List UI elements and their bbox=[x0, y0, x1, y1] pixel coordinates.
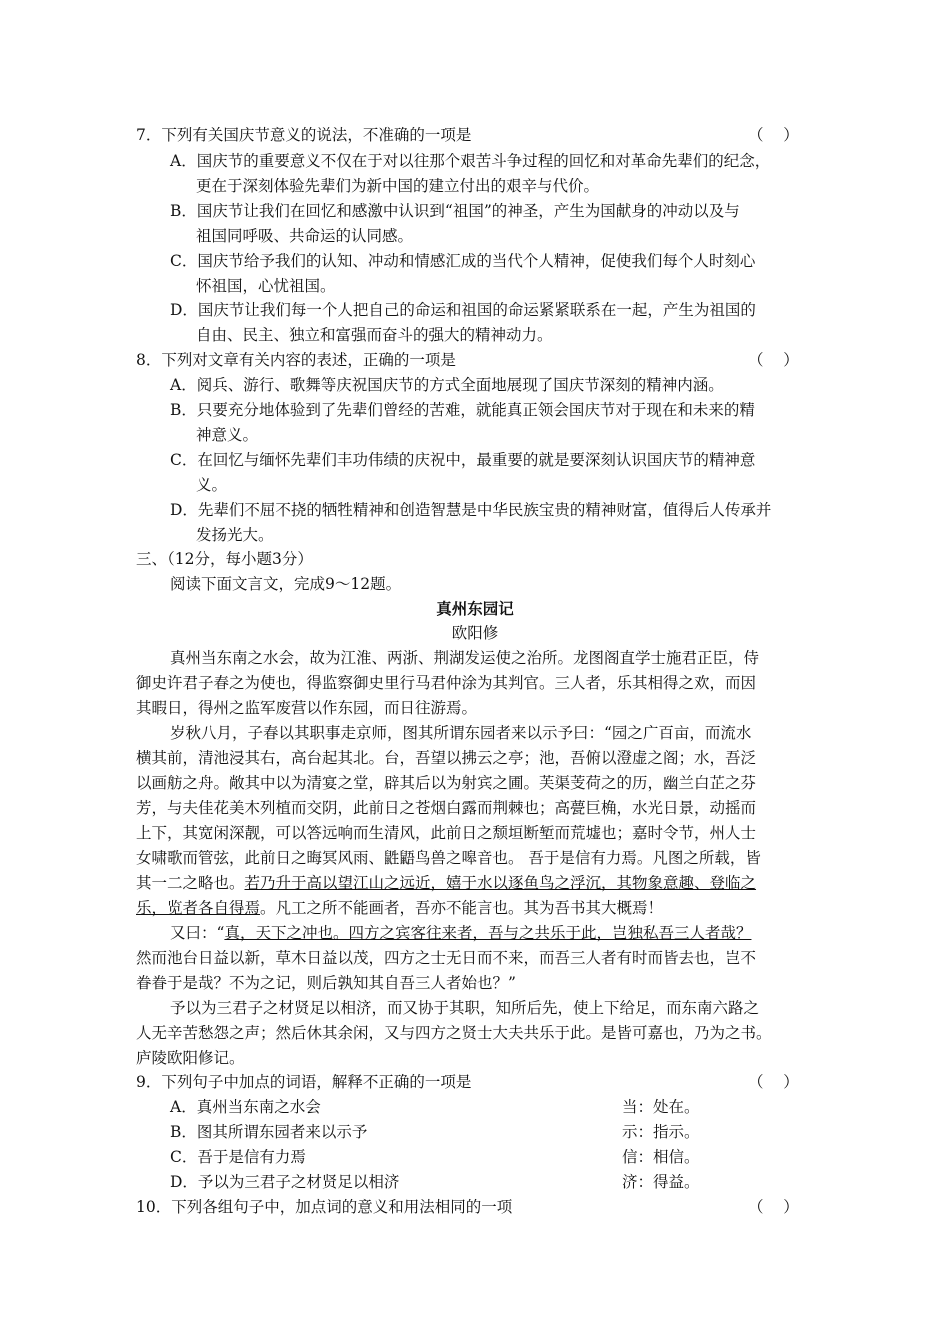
q7-option-b: B．国庆节让我们在回忆和感激中认识到“祖国”的神圣，产生为国献身的冲动以及与 bbox=[170, 202, 740, 220]
q8-answer-paren: （ ） bbox=[748, 351, 799, 369]
q9-stem: 9．下列句子中加点的词语，解释不正确的一项是 bbox=[136, 1073, 472, 1091]
underlined-sentence: 真，天下之冲也。四方之宾客往来者，吾与之共乐于此，岂独私吾三人者哉？ bbox=[224, 924, 752, 942]
passage-line: 真州当东南之水会，故为江淮、两浙、荆湖发运使之治所。龙图阁直学士施君正臣，侍 bbox=[170, 649, 760, 667]
passage-line: 以画舫之舟。敞其中以为清宴之堂，辟其后以为射宾之圃。芙渠芰荷之的历，幽兰白芷之芬 bbox=[136, 774, 757, 792]
underlined-sentence: 乐，览者各自得焉 bbox=[136, 899, 261, 917]
q8-option-b: B．只要充分地体验到了先辈们曾经的苦难，就能真正领会国庆节对于现在和未来的精 bbox=[170, 401, 755, 419]
passage-line: 予以为三君子之材贤足以相济，而又协于其职，知所后先，使上下给足，而东南六路之 bbox=[170, 999, 760, 1017]
q8-stem: 8．下列对文章有关内容的表述，正确的一项是 bbox=[136, 351, 456, 369]
q8-option-b-cont: 神意义。 bbox=[196, 426, 259, 444]
q7-option-b-cont: 祖国同呼吸、共命运的认同感。 bbox=[196, 227, 414, 245]
q10-answer-paren: （ ） bbox=[748, 1198, 799, 1216]
q7-option-c-cont: 怀祖国，心忧祖国。 bbox=[196, 277, 336, 295]
q7-option-c: C．国庆节给予我们的认知、冲动和情感汇成的当代个人精神，促使我们每个人时刻心 bbox=[170, 252, 756, 270]
q8-option-d-cont: 发扬光大。 bbox=[196, 526, 274, 544]
passage-line: 横其前，清池浸其右，高台起其北。台，吾望以拂云之亭；池，吾俯以澄虚之阁；水，吾泛 bbox=[136, 749, 757, 767]
q9-option-a-explanation: 当：处在。 bbox=[622, 1098, 700, 1116]
q7-stem: 7．下列有关国庆节意义的说法，不准确的一项是 bbox=[136, 126, 472, 144]
passage-text: 。凡工之所不能画者，吾亦不能言也。其为吾书其大概焉！ bbox=[260, 899, 664, 917]
passage-line: 人无辛苦愁怨之声；然后休其余闲，又与四方之贤士大夫共乐于此。是皆可嘉也，乃为之书。 bbox=[136, 1024, 772, 1042]
q7-option-d: D．国庆节让我们每一个人把自己的命运和祖国的命运紧紧联系在一起，产生为祖国的 bbox=[170, 301, 756, 319]
passage-text: 又曰：“ bbox=[170, 924, 225, 942]
q9-answer-paren: （ ） bbox=[748, 1073, 799, 1091]
passage-line: 御史许君子春之为使也，得监察御史里行马君仲涂为其判官。三人者，乐其相得之欢，而因 bbox=[136, 674, 757, 692]
q7-answer-paren: （ ） bbox=[748, 126, 799, 144]
passage-line: 上下，其宽闲深靓，可以答远响而生清风，此前日之颓垣断堑而荒墟也；嘉时令节，州人士 bbox=[136, 824, 757, 842]
passage-line bbox=[170, 922, 751, 944]
q8-option-a: A．阅兵、游行、歌舞等庆祝国庆节的方式全面地展现了国庆节深刻的精神内涵。 bbox=[170, 376, 724, 394]
passage-author: 欧阳修 bbox=[451, 624, 499, 642]
passage-title: 真州东园记 bbox=[436, 599, 514, 618]
q10-stem: 10．下列各组句子中，加点词的意义和用法相同的一项 bbox=[136, 1198, 513, 1216]
q9-option-d: D．予以为三君子之材贤足以相济 bbox=[170, 1173, 400, 1191]
q7-option-d-cont: 自由、民主、独立和富强而奋斗的强大的精神动力。 bbox=[196, 326, 553, 344]
underlined-sentence: 若乃升于高以望江山之远近，嬉于水以逐鱼鸟之浮沉，其物象意趣、登临之 bbox=[244, 874, 757, 892]
section-heading: 三、（12分，每小题3分） bbox=[136, 550, 313, 568]
q7-option-a-cont: 更在于深刻体验先辈们为新中国的建立付出的艰辛与代价。 bbox=[196, 177, 600, 195]
q9-option-d-explanation: 济：得益。 bbox=[622, 1173, 700, 1191]
passage-line: 然而池台日益以新，草木日益以茂，四方之士无日而不来，而吾三人者有时而皆去也，岂不 bbox=[136, 949, 757, 967]
passage-line bbox=[136, 897, 816, 919]
passage-line: 女啸歌而管弦，此前日之晦冥风雨、鼪鼯鸟兽之嗥音也。 吾于是信有力焉。凡图之所载，皆 bbox=[136, 849, 761, 867]
q9-option-b-explanation: 示：指示。 bbox=[622, 1123, 700, 1141]
q7-option-a: A．国庆节的重要意义不仅在于对以往那个艰苦斗争过程的回忆和对革命先辈们的纪念， bbox=[170, 152, 771, 170]
passage-line: 岁秋八月，子春以其职事走京师，图其所谓东园者来以示予曰：“园之广百亩，而流水 bbox=[170, 724, 752, 742]
passage-line: 庐陵欧阳修记。 bbox=[136, 1049, 245, 1067]
q8-option-c: C．在回忆与缅怀先辈们丰功伟绩的庆祝中，最重要的就是要深刻认识国庆节的精神意 bbox=[170, 451, 756, 469]
q9-option-c-explanation: 信：相信。 bbox=[622, 1148, 700, 1166]
q9-option-b: B．图其所谓东园者来以示予 bbox=[170, 1123, 368, 1141]
passage-line bbox=[136, 872, 816, 894]
q8-option-d: D．先辈们不屈不挠的牺牲精神和创造智慧是中华民族宝贵的精神财富，值得后人传承并 bbox=[170, 501, 772, 519]
passage-text: 其一二之略也。 bbox=[136, 874, 245, 892]
section-instruction: 阅读下面文言文，完成9～12题。 bbox=[170, 575, 402, 593]
passage-line: 其暇日，得州之监军废营以作东园，而日往游焉。 bbox=[136, 699, 478, 717]
q8-option-c-cont: 义。 bbox=[196, 476, 228, 494]
q9-option-c: C．吾于是信有力焉 bbox=[170, 1148, 306, 1166]
passage-line: 芳，与夫佳花美木列植而交阴，此前日之苍烟白露而荆棘也；高甍巨桷，水光日景，动摇而 bbox=[136, 799, 757, 817]
passage-line: 眷眷于是哉？不为之记，则后孰知其自吾三人者始也？” bbox=[136, 974, 516, 992]
q9-option-a: A．真州当东南之水会 bbox=[170, 1098, 321, 1116]
